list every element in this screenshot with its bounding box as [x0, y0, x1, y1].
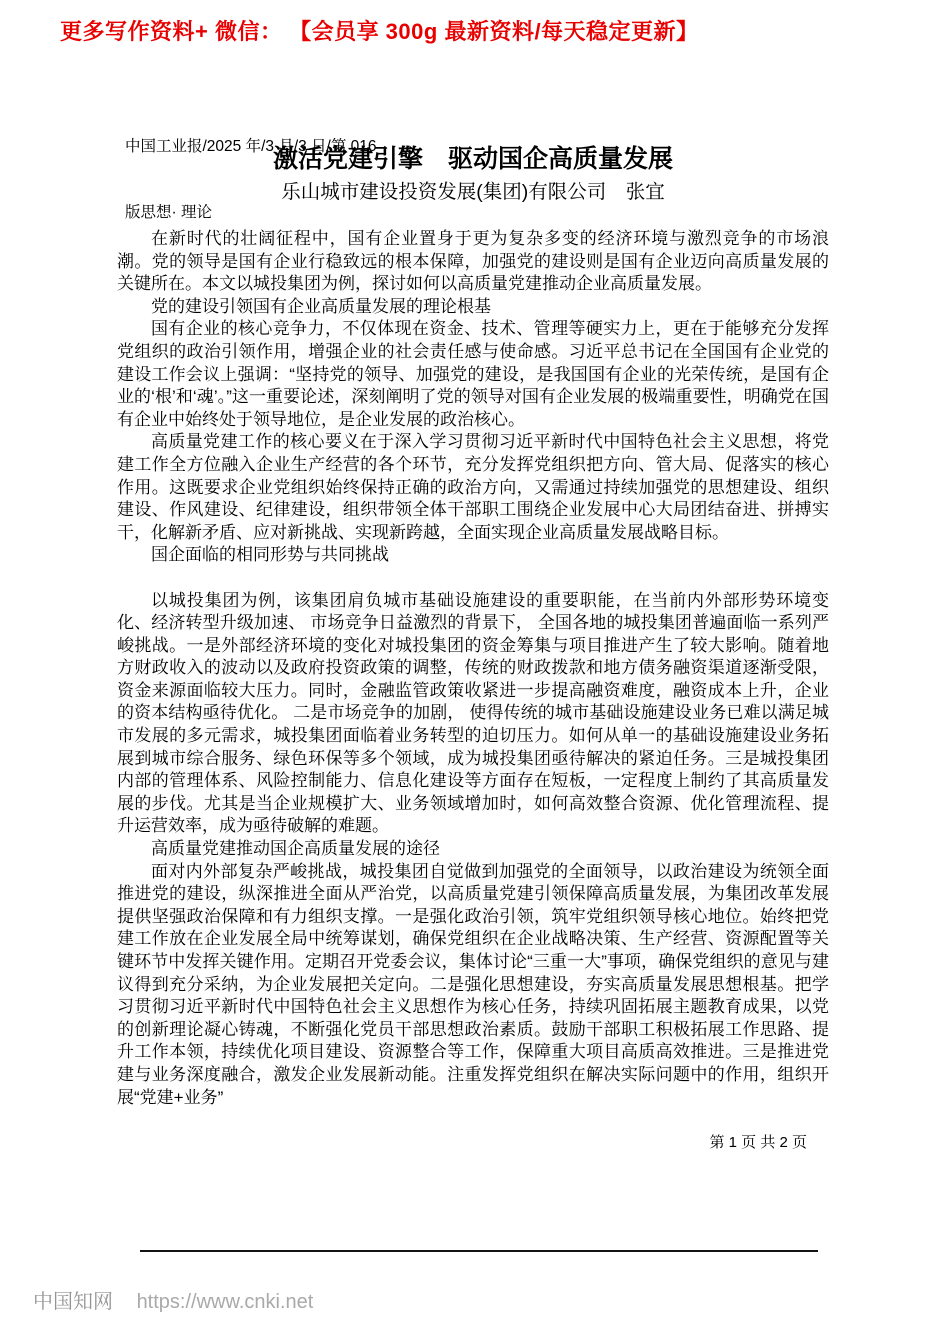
section-heading: 高质量党建推动国企高质量发展的途径 [151, 839, 440, 859]
footer-divider-line [140, 1250, 818, 1252]
article-title: 激活党建引擎 驱动国企高质量发展 [272, 145, 673, 173]
paragraph: 以城投集团为例，该集团肩负城市基础设施建设的重要职能，在当前内外部形势环境变化、经济转型升级加速、 市场竞争日益激烈的背景下， 全国各地的城投集团普遍面临一系列严峻挑战。一是外部经济环境的变化对城投集团的资金筹集与项目推进产生了较大影响。随着地方财政收入的波动以及政府投资政策的调整，传统的财政拨款和地方债务融资渠道逐渐受限，资金来源面临较大压力。同时，金融监管政策收紧进一步提高融资难度，融资成本上升，企业的资本结构亟待优化。 二是市场竞争的加剧， 使得传统的城市基础设施建设业务已难以满足城市发展的多元需求，城投集团面临着业务转型的迫切压力。如何从单一的基础设施建设业务拓展到城市综合服务、绿色环保等多个领域，成为城投集团亟待解决的紧迫任务。三是城投集团内部的管理体系、风险控制能力、信息化建设等方面存在短板，一定程度上制约了其高质量发展的步伐。尤其是当企业规模扩大、业务领域增加时，如何高效整合资源、优化管理流程、提升运营效率，成为亟待破解的难题。 [117, 590, 829, 836]
cnki-url-link[interactable]: https://www.cnki.net [136, 1291, 314, 1313]
section-heading: 国企面临的相同形势与共同挑战 [151, 545, 389, 565]
source-line-1: 中国工业报/2025 年/3 月/3 日/第 016 [125, 138, 377, 155]
paragraph: 面对内外部复杂严峻挑战，城投集团自觉做到加强党的全面领导，以政治建设为统领全面推进党的建设，纵深推进全面从严治党，以高质量党建引领保障高质量发展，为集团改革发展提供坚强政治保障和有力组织支撑。一是强化政治引领，筑牢党组织领导核心地位。始终把党建工作放在企业发展全局中统筹谋划，确保党组织在企业战略决策、生产经营、资源配置等关键环节中发挥关键作用。定期召开党委会议，集体讨论“三重一大”事项，确保党组织的意见与建议得到充分采纳，为企业发展把关定向。二是强化思想建设，夯实高质量发展思想根基。把学习贯彻习近平新时代中国特色社会主义思想作为核心任务，持续巩固拓展主题教育成果，以党的创新理论凝心铸魂，不断强化党员干部思想政治素质。鼓励干部职工积极拓展工作思路、提升工作本领，持续优化项目建设、资源整合等工作，保障重大项目高质高效推进。三是推进党建与业务深度融合，激发企业发展新动能。注重发挥党组织在解决实际问题中的作用，组织开展“党建+业务” [117, 861, 829, 1107]
source-line-2: 版思想· 理论 [125, 204, 212, 221]
blank-line [117, 567, 829, 590]
article [117, 143, 829, 1153]
paragraph: 在新时代的壮阔征程中，国有企业置身于更为复杂多变的经济环境与激烈竞争的市场浪潮。党的领导是国有企业行稳致远的根本保障，加强党的建设则是国有企业迈向高质量发展的关键所在。本文以城投集团为例，探讨如何以高质量党建推动企业高质量发展。 [117, 229, 829, 294]
promo-banner-text: 更多写作资料+ 微信： 【会员享 300g 最新资料/每天稳定更新】 [60, 19, 699, 44]
section-heading: 党的建设引领国有企业高质量发展的理论根基 [151, 296, 491, 316]
article-body [117, 228, 829, 1109]
page-number: 第 1 页 共 2 页 [709, 1134, 807, 1152]
article-author: 乐山城市建设投资发展(集团)有限公司 张宜 [281, 181, 665, 203]
cnki-logo-text: 中国知网 [33, 1291, 113, 1313]
paragraph: 高质量党建工作的核心要义在于深入学习贯彻习近平新时代中国特色社会主义思想，将党建工作全方位融入企业生产经营的各个环节，充分发挥党组织把方向、管大局、促落实的核心作用。这既要求企业党组织始终保持正确的政治方向，又需通过持续加强党的思想建设、组织建设、作风建设、纪律建设，组织带领全体干部职工围绕企业发展中心大局团结奋进、拼搏实干，化解新矛盾、应对新挑战、实现新跨越，全面实现企业高质量发展战略目标。 [117, 432, 829, 542]
paragraph: 国有企业的核心竞争力，不仅体现在资金、技术、管理等硬实力上，更在于能够充分发挥党组织的政治引领作用，增强企业的社会责任感与使命感。习近平总书记在全国国有企业党的建设工作会议上强调：“坚持党的领导、加强党的建设，是我国国有企业的光荣传统，是国有企业的‘根’和‘魂’。”这一重要论述，深刻阐明了党的领导对国有企业发展的极端重要性，明确党在国有企业中始终处于领导地位，是企业发展的政治核心。 [117, 319, 829, 429]
cnki-footer [33, 1290, 313, 1314]
